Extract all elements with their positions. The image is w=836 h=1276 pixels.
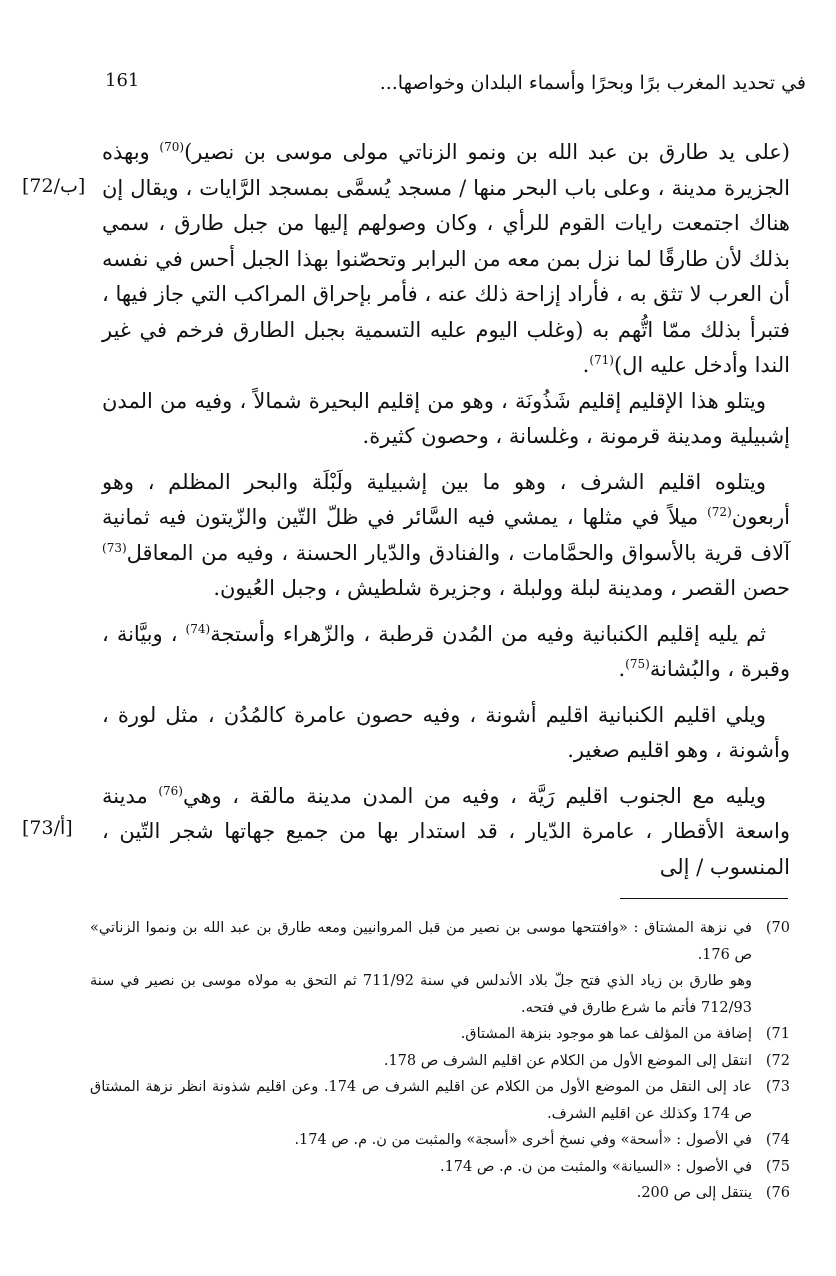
footnote — [90, 1048, 790, 1075]
footnote-number: 76) — [765, 1185, 790, 1201]
paragraph — [102, 465, 790, 607]
footnote-number: 71) — [765, 1026, 790, 1042]
footnote-text: وهو طارق بن زياد الذي فتح جلّ بلاد الأندلس في سنة 711/92 ثم التحق به مولاه موسى بن نصير في سنة 712/93 فأتم ما شرع طارق في فتحه. — [90, 973, 752, 1016]
footnote-text: في الأصول : «السيانة» والمثبت من ن. م. ص 174. — [439, 1158, 752, 1175]
text-run: . — [582, 353, 590, 377]
footnote-ref[interactable]: (71) — [589, 353, 614, 367]
folio-marker: [72/ب] — [22, 175, 86, 197]
text-run: ، وبيَّانة ، وقبرة ، والبُشانة — [102, 621, 790, 681]
text-run: مدينة واسعة الأقطار ، عامرة الدّيار ، قد استدار بها من جميع جهاتها شجر التّين ، المنسوب / إلى — [102, 783, 790, 879]
text-run: ويتلوه اقليم الشرف ، وهو ما بين إشبيلية ولَبْلَة والبحر المظلم ، وهو أربعون — [102, 469, 790, 529]
footnote-text: انتقل إلى الموضع الأول من الكلام عن اقليم الشرف ص 178. — [383, 1052, 752, 1069]
footnote-ref[interactable]: (75) — [625, 657, 650, 671]
footnote-text: ينتقل إلى ص 200. — [636, 1185, 752, 1201]
text-run: ويليه مع الجنوب اقليم رَيَّة ، وفيه من المدن مدينة مالقة ، وهي — [182, 783, 766, 808]
footnote-ref[interactable]: (76) — [158, 783, 183, 798]
text-run: . — [618, 657, 626, 681]
folio-marker: [73/أ] — [22, 817, 73, 839]
page-number: 161 — [105, 70, 140, 91]
text-run: وبهذه الجزيرة مدينة ، وعلى باب البحر منها / مسجد يُسمَّى بمسجد الرَّايات ، ويقال إن هناك اجتمعت رايات القوم للرأي ، وكان وصولهم إليها من جبل طارق ، سمي بذلك لأن طارقًا لما نزل بمن معه من البرابر وتحصّنوا بهذا الجبل أحس في نفسه أن العرب لا تثق به ، فأراد إزاحة ذلك عنه ، فأمر بإحراق المراكب التي جاز فيها ، فتبرأ بذلك ممّا اتُّهم به (وغلب اليوم عليه التسمية بجبل الطارق فرخم في غير الندا وأدخل عليه ال) — [102, 140, 790, 377]
footnote — [90, 1021, 790, 1048]
footnote — [90, 1180, 790, 1207]
footnote-text: في الأصول : «أسحة» وفي نسخ أخرى «أسجة» والمثبت من ن. م. ص 174. — [294, 1132, 752, 1148]
footnote-number: 75) — [765, 1158, 790, 1175]
footnotes — [90, 915, 790, 1207]
paragraph — [102, 779, 790, 886]
footnote — [90, 1127, 790, 1154]
footnote-ref[interactable]: (72) — [707, 505, 732, 519]
body-text — [102, 135, 790, 885]
footnote-ref[interactable]: (74) — [185, 621, 211, 636]
text-run: (على يد طارق بن عبد الله بن ونمو الزناتي مولى موسى بن نصير) — [184, 140, 790, 164]
text-run: حصن القصر ، ومدينة لبلة وولبلة ، وجزيرة شلطيش ، وجبل العُيون. — [213, 576, 790, 600]
footnote — [90, 1074, 790, 1127]
footnote-number: 72) — [765, 1052, 790, 1069]
footnote-divider — [620, 898, 788, 899]
footnote-number: 70) — [765, 920, 790, 936]
footnote — [90, 1154, 790, 1181]
paragraph — [102, 698, 790, 769]
paragraph — [102, 384, 790, 455]
footnote — [90, 915, 790, 1021]
text-run: ثم يليه إقليم الكنبانية وفيه من المُدن قرطبة ، والزّهراء وأستجة — [210, 621, 767, 646]
footnote-ref[interactable]: (73) — [102, 540, 127, 555]
footnote-text: في نزهة المشتاق : «وافتتحها موسى بن نصير من قبل المروانيين ومعه طارق بن عبد الله بن ونموا الزناتي» ص 176. — [90, 920, 752, 963]
footnote-number: 74) — [765, 1132, 790, 1148]
text-run: ويلي اقليم الكنبانية اقليم أشونة ، وفيه حصون عامرة كالمُدُن ، مثل لورة ، وأشونة ، وهو اقليم صغير. — [102, 702, 790, 762]
paragraph — [102, 135, 790, 384]
footnote-number: 73) — [765, 1079, 790, 1095]
text-run: ويتلو هذا الإقليم إقليم شَذُونَة ، وهو من إقليم البحيرة شمالاً ، وفيه من المدن إشبيلية ومدينة قرمونة ، وغلسانة ، وحصون كثيرة. — [102, 388, 790, 448]
footnote-text: عاد إلى النقل من الموضع الأول من الكلام عن اقليم الشرف ص 174. وعن اقليم شذونة انظر نزهة المشتاق ص 174 وكذلك عن اقليم الشرف. — [90, 1079, 752, 1122]
running-header: في تحديد المغرب برًا وبحرًا وأسماء البلدان وخواصها... — [379, 72, 806, 94]
footnote-text: إضافة من المؤلف عما هو موجود بنزهة المشتاق. — [460, 1026, 752, 1042]
paragraph — [102, 617, 790, 688]
text-run: ميلاً في مثلها ، يمشي فيه السَّائر في ظلّ التّين والزّيتون فيه ثمانية آلاف قرية بالأسواق والحمَّامات ، والفنادق والدّيار الحسنة ، وفيه من المعاقل — [102, 505, 790, 565]
footnote-ref[interactable]: (70) — [159, 140, 185, 154]
